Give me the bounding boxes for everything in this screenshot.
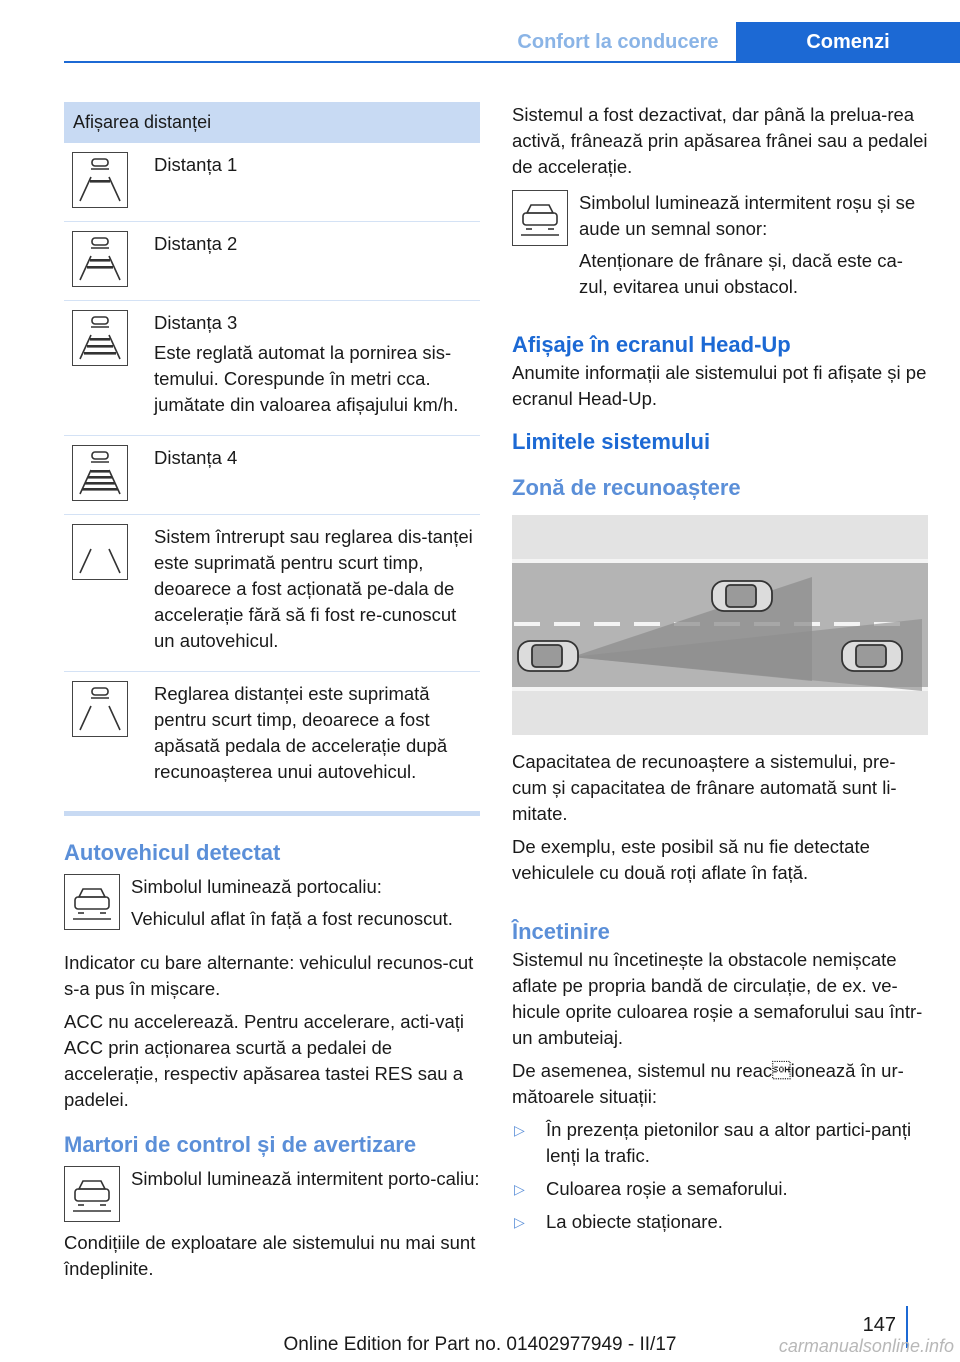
warning-icon-block [64, 1166, 480, 1222]
table-cell [154, 231, 237, 287]
icon-text: Atenționare de frânare și, dacă este ca-zul, evitarea unui obstacol. [579, 250, 903, 297]
page-number: 147 [862, 1314, 896, 1336]
list-item [512, 1176, 928, 1202]
table-cell [154, 445, 237, 501]
table-cell [154, 310, 480, 422]
distance-4-icon [72, 445, 128, 501]
car-red-warning-icon [512, 190, 568, 246]
warning-lights-heading: Martori de control și de avertizare [64, 1132, 417, 1157]
triangle-bullet-icon: ▷ [514, 1122, 525, 1138]
header-section-tab: Confort la conducere [517, 31, 719, 53]
paragraph: Anumite informații ale sistemului pot fi afișate și pe ecranul Head-Up. [512, 362, 927, 409]
left-column [64, 102, 480, 1289]
hud-heading: Afișaje în ecranul Head-Up [512, 332, 791, 357]
distance-interrupted-icon [72, 524, 128, 580]
paragraph: ACC nu accelerează. Pentru accelerare, acti-vați ACC prin acționarea scurtă a pedalei de accelerație, respectiv apăsarea tastei RES sau a padelei. [64, 1011, 464, 1110]
slowdown-heading: Încetinire [512, 919, 610, 944]
table-row [64, 301, 480, 436]
limits-heading: Limitele sistemului [512, 429, 711, 454]
icon-text: Simbolul luminează intermitent porto-caliu: [131, 1168, 480, 1189]
list-item [512, 1209, 928, 1235]
paragraph: De asemenea, sistemul nu reacionează în ur-mătoarele situații: [512, 1060, 904, 1107]
row-text: Sistem întrerupt sau reglarea dis-tanței este suprimată pentru scurt timp, deoarece a fost acționată pe-dala de accelerație fără să fi fost re-cunoscut un autovehicul. [154, 526, 473, 651]
distance-2-icon [72, 231, 128, 287]
distance-1-icon [72, 152, 128, 208]
triangle-bullet-icon: ▷ [514, 1181, 525, 1197]
table-row [64, 515, 480, 672]
paragraph: Sistemul nu încetinește la obstacole nemișcate aflate pe propria bandă de circulație, de ex. ve-hicule oprite culoarea roșie a semaforului sau într-un ambuteiaj. [512, 949, 923, 1048]
header-current-tab: Comenzi [736, 22, 960, 62]
list-item-text: În prezența pietonilor sau a altor partici-panți lenți la trafic. [546, 1119, 912, 1166]
table-row [64, 672, 480, 805]
distance-3-icon [72, 310, 128, 366]
table-cell [154, 524, 480, 658]
edition-footer: Online Edition for Part no. 01402977949 - II/17 [283, 1334, 677, 1355]
list-item-text: La obiecte staționare. [546, 1211, 723, 1232]
table-cell [154, 681, 480, 789]
row-text: Distanța 2 [154, 233, 238, 254]
distance-suppressed-icon [72, 681, 128, 737]
right-column [512, 102, 928, 1242]
table-row [64, 143, 480, 222]
header-rule [64, 61, 960, 63]
row-text: Reglarea distanței este suprimată pentru scurt timp, deoarece a fost apăsată pedala de accelerație după recunoașterea unui autovehicul. [154, 683, 448, 782]
icon-text: Vehiculul aflat în față a fost recunoscut. [131, 908, 453, 929]
paragraph: Capacitatea de recunoaștere a sistemului, pre-cum și capacitatea de frânare automată sunt li-mitate. [512, 751, 897, 824]
list-item-text: Culoarea roșie a semaforului. [546, 1178, 788, 1199]
icon-text: Simbolul luminează intermitent roșu și se aude un semnal sonor: [579, 192, 916, 239]
red-warning-icon-block [512, 190, 928, 306]
table-row [64, 222, 480, 301]
situations-list [512, 1117, 928, 1235]
table-cell [154, 152, 237, 208]
icon-text: Simbolul luminează portocaliu: [131, 876, 382, 897]
row-text: Este reglată automat la pornirea sis-temului. Corespunde în metri cca. jumătate din valoarea afișajului km/h. [154, 342, 459, 415]
triangle-bullet-icon: ▷ [514, 1214, 525, 1230]
row-text: Distanța 1 [154, 154, 238, 175]
paragraph: Indicator cu bare alternante: vehiculul recunos-cut s-a pus în mișcare. [64, 952, 474, 999]
row-text: Distanța 3 [154, 312, 238, 333]
list-item [512, 1117, 928, 1169]
car-ahead-icon [64, 874, 120, 930]
detected-icon-block [64, 874, 480, 938]
paragraph: De exemplu, este posibil să nu fie detectate vehiculele cu două roți aflate în față. [512, 836, 870, 883]
detection-zone-illustration [512, 515, 928, 735]
row-text: Distanța 4 [154, 447, 238, 468]
car-shape [712, 581, 772, 611]
car-warning-icon [64, 1166, 120, 1222]
paragraph: Sistemul a fost dezactivat, dar până la prelua-rea activă, frânează prin apăsarea frânei sau a pedalei de accelerație. [512, 104, 928, 177]
watermark: carmanualsonline.info [778, 1336, 954, 1356]
paragraph: Condițiile de exploatare ale sistemului nu mai sunt îndeplinite. [64, 1232, 476, 1279]
table-row [64, 436, 480, 515]
table-header: Afișarea distanței [64, 102, 480, 143]
detected-heading: Autovehicul detectat [64, 840, 281, 865]
zone-heading: Zonă de recunoaștere [512, 475, 741, 500]
